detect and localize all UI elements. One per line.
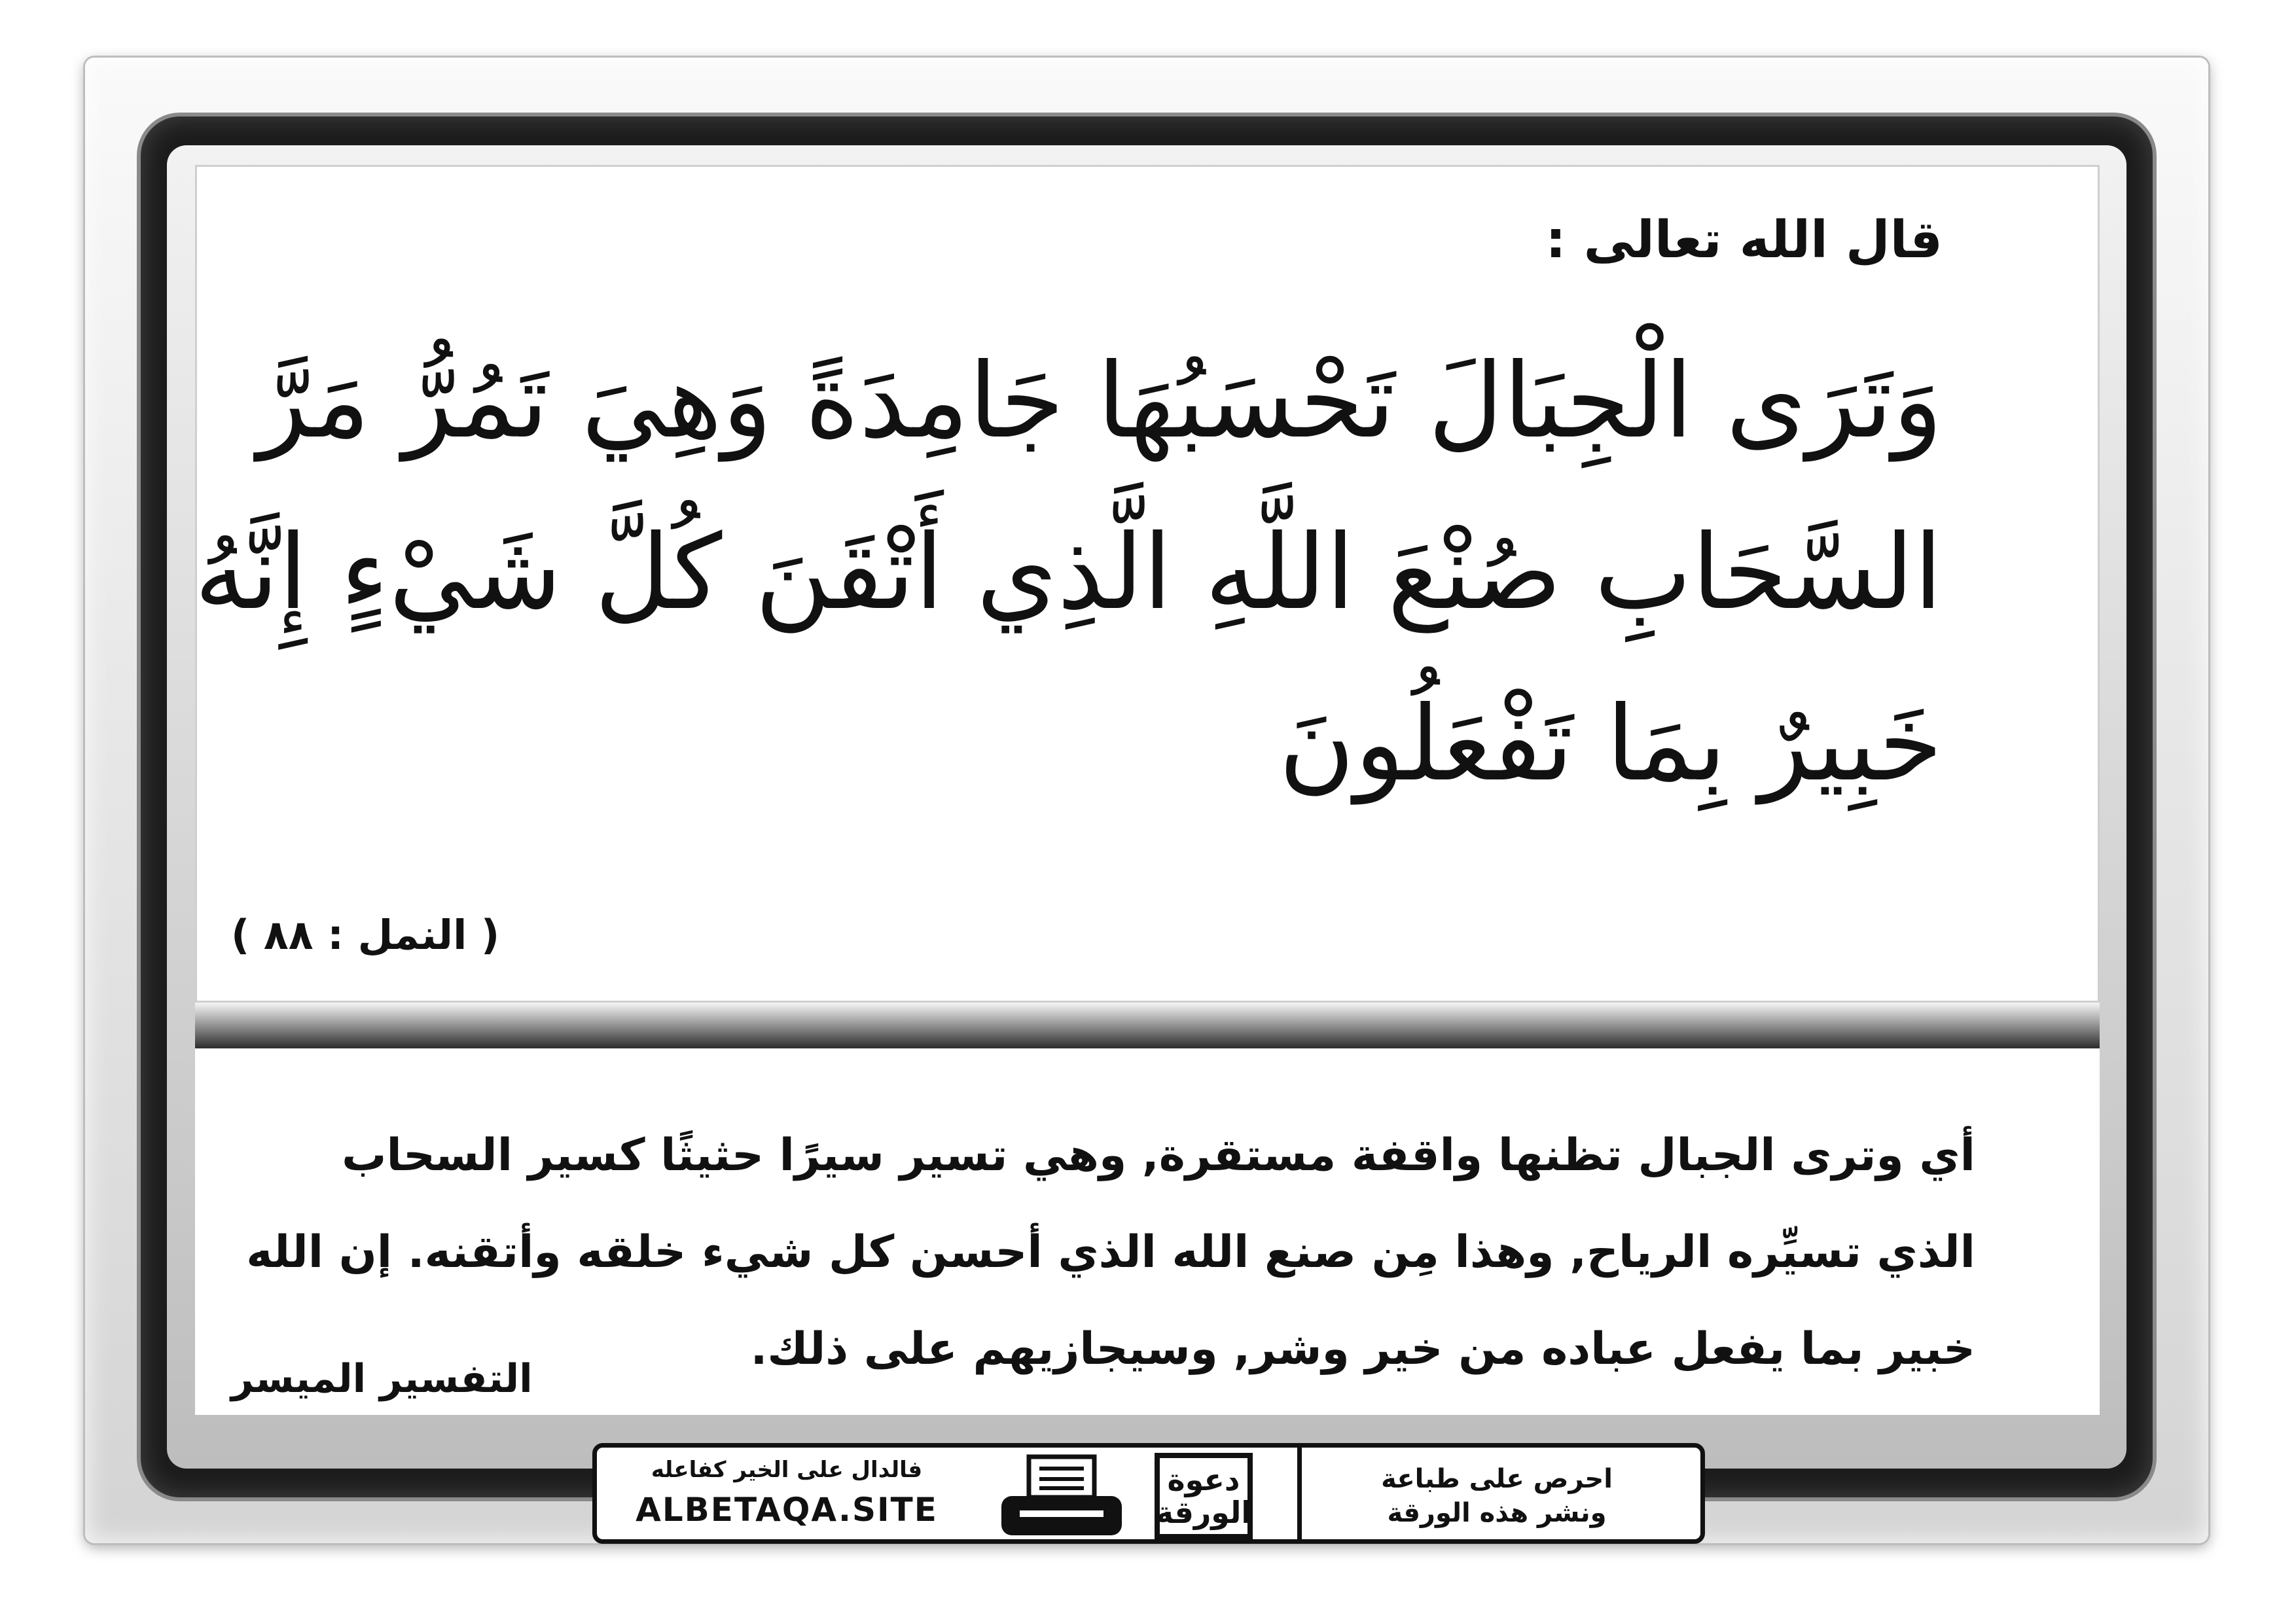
footer-note-line: ونشر هذه الورقة bbox=[1387, 1498, 1607, 1528]
section-divider bbox=[195, 1003, 2100, 1048]
tafsir-panel bbox=[195, 1048, 2100, 1415]
verse-line: خَبِيرٌ بِمَا تَفْعَلُونَ bbox=[1278, 684, 1943, 804]
site-link[interactable]: ALBETAQA.SITE bbox=[636, 1491, 938, 1529]
logo-line: الورقة bbox=[1155, 1495, 1252, 1530]
logo-line: دعوة bbox=[1167, 1462, 1240, 1497]
footer-separator bbox=[1297, 1448, 1302, 1539]
quran-verse bbox=[194, 315, 1943, 830]
verse-line: وَتَرَى الْجِبَالَ تَحْسَبُهَا جَامِدَةً وَهِيَ تَمُرُّ مَرَّ bbox=[257, 341, 1943, 461]
verse-line: السَّحَابِ صُنْعَ اللَّهِ الَّذِي أَتْقَنَ كُلَّ شَيْءٍ إِنَّهُ bbox=[194, 512, 1943, 633]
tafsir-source: التفسير الميسر bbox=[231, 1356, 533, 1402]
tafsir-line: أي وترى الجبال تظنها واقفة مستقرة, وهي تسير سيرًا حثيثًا كسير السحاب bbox=[342, 1130, 1975, 1181]
footer-site-block bbox=[617, 1457, 957, 1529]
tafsir-line: الذي تسيِّره الرياح, وهذا مِن صنع الله الذي أحسن كل شيء خلقه وأتقنه. إن الله bbox=[246, 1226, 1975, 1278]
dawa-logo bbox=[1155, 1453, 1253, 1539]
tafsir-line: خبير بما يفعل عباده من خير وشر, وسيجازيهم على ذلك. bbox=[750, 1323, 1975, 1375]
tafsir-text bbox=[221, 1107, 1975, 1398]
verse-panel bbox=[195, 165, 2100, 1003]
footer-note bbox=[1314, 1462, 1680, 1530]
printer-icon bbox=[997, 1454, 1126, 1539]
footer-note-line: احرص على طباعة bbox=[1381, 1464, 1613, 1494]
intro-heading: قال الله تعالى : bbox=[1545, 211, 1943, 270]
verse-reference: ( النمل : ٨٨ ) bbox=[231, 911, 500, 959]
footer-bar bbox=[592, 1443, 1705, 1544]
footer-tagline: فالدال على الخير كفاعله bbox=[651, 1457, 923, 1483]
